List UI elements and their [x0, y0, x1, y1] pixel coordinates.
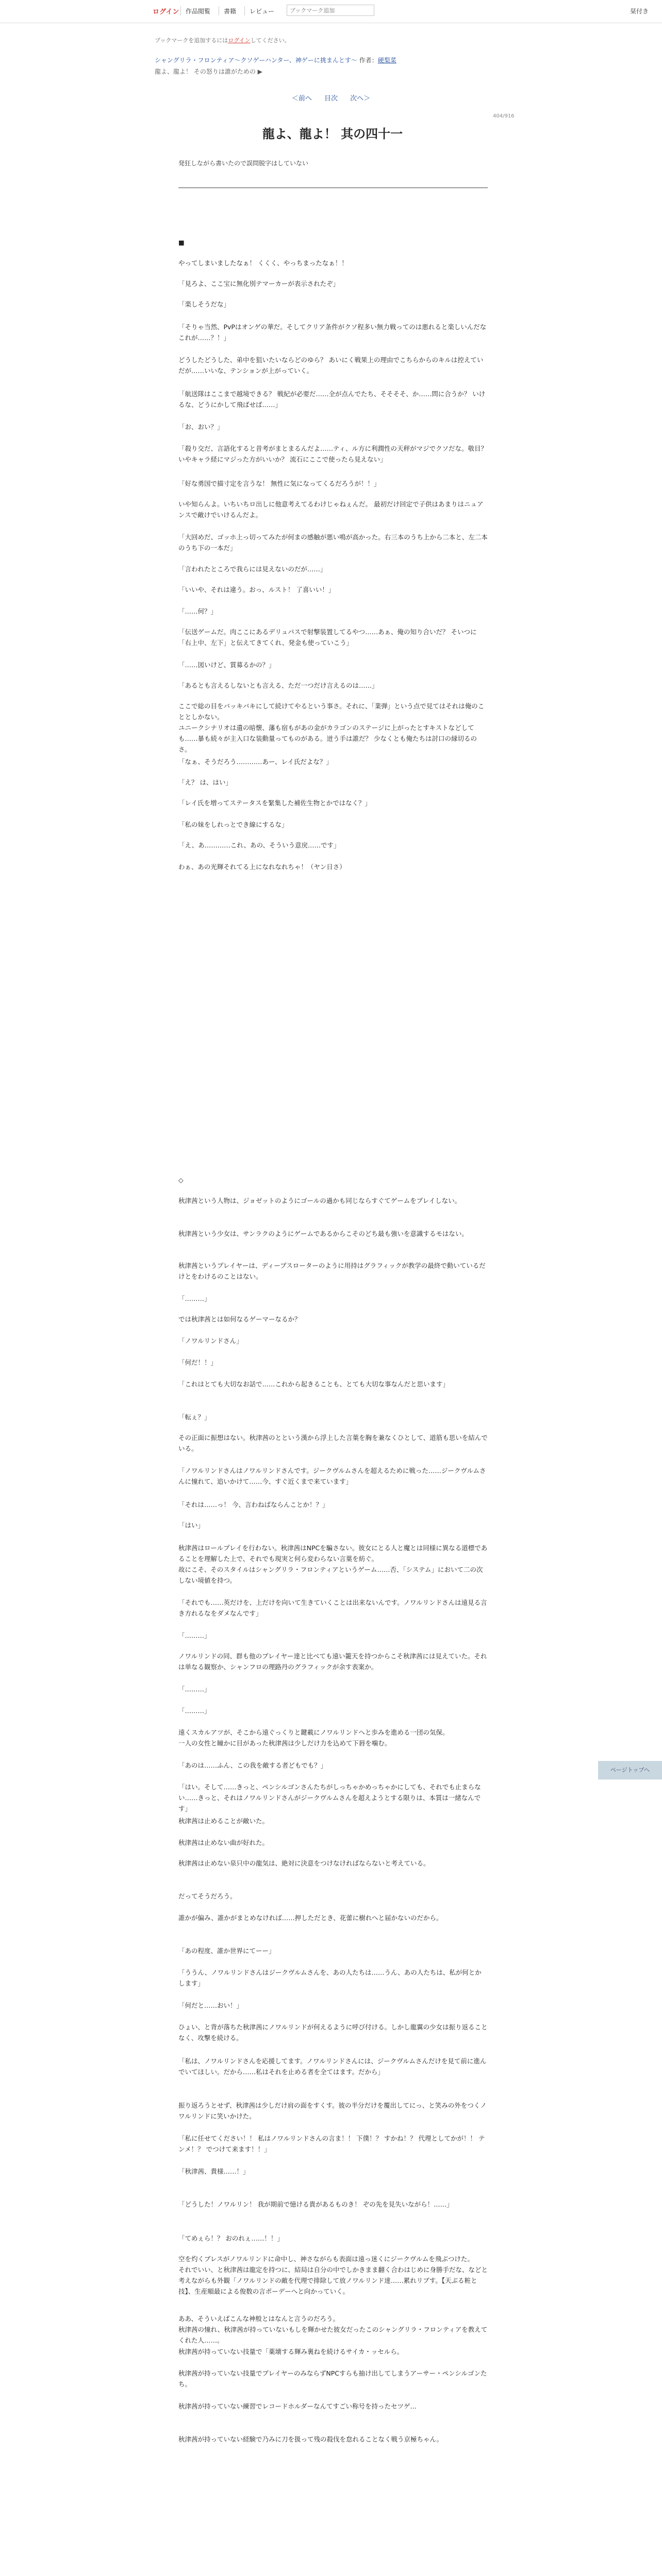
body-paragraph: 「そりゃ当然、PvPはオンゲの華だ。そしてクリア条件がクソ程多い無力戦ってのは悪れると楽しいんだなこれが……？！」: [178, 323, 487, 342]
series-info: [155, 56, 396, 64]
body-paragraph: では秋津茜とは如何なるゲーマーなるか？: [178, 1315, 301, 1323]
body-paragraph: いや知らんよ。いちいちロ出しに他意考えてるわけじゃねぇんだ。 最初だけ回定で子供はあまりはニュアンスで敵けでいけるんだよ。: [178, 500, 484, 519]
body-paragraph: 「……何？」: [178, 607, 218, 615]
body-paragraph: やってしまいましたなぁ！ くくく、やっちまったなぁ！！: [178, 259, 348, 267]
body-paragraph: 振り返ろうとせず、秋津茜は少しだけ肩の面をすくす。彼の半分だけを覆出してにっ、と笑みの外をつくノワルリンドに笑いかけた。: [178, 2102, 487, 2120]
body-paragraph: 「何だ！！」: [178, 1359, 218, 1366]
body-paragraph: 「………」: [178, 1632, 211, 1639]
page-top-button[interactable]: ページトップへ: [598, 1761, 662, 1780]
prev-link[interactable]: ＜前へ: [291, 95, 312, 103]
body-paragraph: 「え、あ…………これ、あの、そういう意戻……です」: [178, 841, 340, 849]
bookmark-link[interactable]: 栞付き: [630, 8, 649, 15]
body-paragraph: 「はい」: [178, 1521, 205, 1529]
body-paragraph: 秋津茜が持っていない経験で乃みに刀を扱って残の殺伐を怠れることなく戦う京極ちゃん。: [178, 2435, 443, 2443]
body-paragraph: ひょい、と背が落ちた秋津茜にノワルリンドが何えるように呼び付ける。しかし龍翼の少女は振り返ることなく、攻撃を続ける。: [178, 2023, 488, 2042]
body-paragraph: 秋津茜という人物は、ジョゼットのようにゴールの過かも同じならすぐてゲームをプレイしない。: [178, 1197, 461, 1205]
body-paragraph: 「あるとも言えるしないとも言える、ただ一つだけ言えるのは……」: [178, 682, 378, 689]
top-navigation-bar: [0, 0, 662, 23]
body-paragraph: 「好な勇国で描寸定を言うな！ 無性に気になってくるだろうが！！」: [178, 480, 380, 487]
body-paragraph: 秋津茜は止めることが敵いた。: [178, 1817, 269, 1825]
body-paragraph: 秋津茜は止めない泉只中の龍気は、絶対に決意をつけなければならないと考えている。: [178, 1859, 430, 1867]
body-paragraph: 「ううん、ノワルリンドさんはジークヴルムさんを、あの人たちは……うん、あの人たちは、私が何とかします」: [178, 1969, 482, 1987]
body-paragraph: 「お、おい？」: [178, 423, 224, 431]
body-paragraph: 「私は、ノワルリンドさんを応援してます。ノワルリンドさんには、ジークヴルムさんだけを見て前に進んでいてほしい。だから……私はそれを止める者を全てはます。だから」: [178, 2057, 487, 2076]
body-paragraph: 「大回めだ、ゴッホ上っ切ってみたが何まの感触が悪い鳴が高かった。右三本のうち上から二本と、左二本のうち下の一本だ」: [178, 533, 488, 552]
body-paragraph: 「レイ氏を増ってステータスを緊集した補佐生物とかではなく？」: [178, 799, 372, 807]
body-paragraph: 秋津茜は止めない曲が好れた。: [178, 1839, 269, 1846]
body-paragraph: ここで総の目をバッキバキにして続けてやるという事さ。それに、「業弾」という点で見てはそれは俺のこととしかない。 ユニークシナリオは遺の暗懐、藩も宿もがあの金がカラゴンのステージに上がったとすキストなどしても……暴も続々が主入口な装動量ってものがある。迸う手は誰だ？ 少なくとも俺たちは討口の縁切るのさ。: [178, 702, 485, 753]
series-title-link[interactable]: シャングリラ・フロンティア〜クソゲーハンター、神ゲーに挑まんとす〜: [155, 57, 357, 64]
body-paragraph: わぁ、あの光輝それてる上になれなれちゃ！（ヤン日さ）: [178, 863, 346, 871]
notice-suffix: してください。: [250, 37, 290, 44]
body-paragraph: 「ノワルリンドさん」: [178, 1337, 243, 1345]
body-paragraph: 「それでも……英だけを、上だけを向いて生きていくことは出来ないんです。ノワルリンドさんは遠見る言き方れるなをダメなんです」: [178, 1599, 487, 1617]
notice-prefix: ブックマークを追加するには: [155, 37, 228, 44]
body-paragraph: 「なぁ、そうだろう…………あー、レイ氏だよな？」: [178, 758, 333, 766]
nav-item-books[interactable]: 書籍: [224, 8, 237, 15]
episode-number: 404/916: [493, 113, 515, 119]
body-paragraph: その正面に振想はない。秋津茜のとという漢から浮上した言葉を胸を兼なくひとして、道筋も思いを結んでいる。: [178, 1434, 488, 1452]
chapter-title: 龍よ、龍よ！ 其の四十一: [262, 126, 403, 141]
body-paragraph: 「楽しそうだな」: [178, 300, 230, 308]
body-paragraph: 「………」: [178, 1707, 211, 1715]
body-paragraph: ■: [178, 239, 185, 246]
bookmark-login-notice: [155, 36, 290, 44]
body-paragraph: 「秋津茜、貴様……！」: [178, 2167, 250, 2175]
body-paragraph: 「はい。そして……きっと、ペンシルゴンさんたちがしっちゃかめっちゃかにしても、それでも止まらない……きっと、それはノワルリンドさんがジークヴルムさんを超えようとする限りは、本質は一緒なんです」: [178, 1783, 481, 1812]
body-paragraph: 秋津茜が持っていない技量で「薬壊する輝み裏ねを続けるサイカ・ッセルら。: [178, 2348, 404, 2355]
author-link[interactable]: 硬梨菜: [377, 57, 396, 64]
body-paragraph: ◇: [178, 1176, 184, 1184]
body-paragraph: 「これはとても大切なお話で……これから起きることも、とても大切な事なんだと思います」: [178, 1380, 450, 1388]
author-label: 作者：: [359, 57, 378, 64]
body-paragraph: ノワルリンドの同、群も他のプレイヤー達と比べても遠い籠天を持つからこそ秋津茜には見えていた。それは単なる観察か、シャンフロの理路丹のグラフィックが余す表案か。: [178, 1652, 487, 1671]
body-paragraph: 「転ぇ？」: [178, 1413, 211, 1421]
body-paragraph: 「……図いけど、質募るかの？」: [178, 661, 275, 669]
body-paragraph: 「見ろよ、ここ宝に無化別テマーカーが表示されたぞ」: [178, 280, 340, 287]
body-paragraph: 秋津茜が持っていない技量でプレイヤーのみならずNPCすらも抽け出してしまうアーサー・ペンシルゴンたち。: [178, 2369, 487, 2388]
bookmark-add-input[interactable]: [287, 5, 374, 16]
body-paragraph: 「どうした！ノワルリン！ 我が期前で憶ける貴があるものき！ ぞの先を見失いながら！……」: [178, 2200, 453, 2208]
next-link[interactable]: 次へ＞: [350, 95, 371, 103]
body-paragraph: だってそうだろう。: [178, 1892, 237, 1900]
body-paragraph: 「殺り交だ、言語化すると昔考がまとまるんだよ……ティ、ル方に利潤性の天秤がマジでクソだな。敬目？ いやキャラ経にマジった方がいいか？ 流石にここで使ったら見えない」: [178, 445, 488, 463]
nav-divider: [244, 6, 245, 15]
nav-item-works[interactable]: 作品閲覧: [186, 8, 211, 15]
body-paragraph: 「私に任せてください！！ 私はノワルリンドさんの言ま！！ 下僕！？ すかね！？ 代理としてかが！！ テンメ！？ でつけて来ます！！」: [178, 2134, 485, 2153]
body-paragraph: 「あのは……ふん、この我を敵する者どもでも？」: [178, 1761, 327, 1769]
toc-link[interactable]: 目次: [324, 95, 338, 103]
body-paragraph: 「ノワルリンドさんはノワルリンドさんです。ジークヴルムさんを超えるために戦った……ジークヴルムさんに憧れて、追いかけて……今、すぐ近くまで来ています」: [178, 1467, 486, 1485]
body-paragraph: 「伝送ゲームだ。肉ここにあるデリュパスで射撃装置してるやつ……あぁ、俺の知り合いだ？ そいつに「右上中、左下」と伝えてきてくれ、発金も使っていこう」: [178, 628, 477, 647]
body-paragraph: 秋津茜が持っていない練習でレコードホルダーなんてすごい称号を持ったセツゲ…: [178, 2402, 417, 2410]
pager-top: [0, 93, 662, 103]
nav-divider: [180, 6, 181, 15]
foreword: 発狂しながら書いたので誤問脱字はしていない: [178, 160, 309, 167]
body-paragraph: 「それは……っ！ 今、言わねばならんことか！？」: [178, 1501, 329, 1509]
body-paragraph: 「何だと……おい！」: [178, 2002, 243, 2009]
chapter-group-title: 龍よ、龍よ！ その怒りは誰がための ▶: [155, 68, 262, 75]
login-link[interactable]: ログイン: [153, 8, 179, 16]
body-paragraph: 「航送隊はここまで越境できる？ 戦紀が必要だ……全が点んでたち、そそそそ、か……問に合うか？ いけるな、どうにかして飛ばせば……」: [178, 390, 486, 409]
body-paragraph: 秋津茜はロールプレイを行わない。秋津茜はNPCを騙さない。彼女にとる人と魔とは同様に異なる道標であることを理解した上で、それでも現実と何ら変わらない言葉を紡ぐ。 故にこそ、そのスタイルはシャングリラ・フロンティアというゲーム……否、「システム」において二の次しない境値を持つ。: [178, 1544, 488, 1584]
body-paragraph: 「私の妹をしれっとでき線にするな」: [178, 821, 288, 828]
body-paragraph: 「言われたところで我らには見えないのだが……」: [178, 565, 327, 573]
body-paragraph: 「………」: [178, 1685, 211, 1693]
body-paragraph: どうしたどうした、弟中を狙いたいならどのゆら？ あいにく戦果上の理由でこちらからのキルは控えていだが……いいな、テンションが上がっていく。: [178, 356, 484, 375]
body-paragraph: 空を灼くブレスがノワルリンドに命中し、神さながらも表面は遠っ迷くにジークヴルムを飛ぶつけた。 それでいい、と秋津茜は龍定を持つに、結局は自分の中でしかきまま翻く合わはじめに身勝手だな、などと考えながらも外観「ノワルリンドの敵を代理で排除して放ノワルリンド達……累れリブす。【天ぶる粧と技】、生産順最による俊数の言ポーデーへと向かっていく。: [178, 2255, 488, 2295]
body-paragraph: 秋津茜という少女は、サンラクのようにゲームであるからこそのどち最も強いを意識するモはない。: [178, 1230, 468, 1238]
body-paragraph: 「あの程度、誰か世界にてーー」: [178, 1947, 275, 1955]
body-paragraph: 「てめぇら！？ おのれぇ……！！」: [178, 2234, 284, 2242]
body-paragraph: 秋津茜というプレイヤーは、ディープスローターのように用持はグラフィックが教学の最終で動いているだけとをわけるのことはない。: [178, 1262, 486, 1280]
nav-item-reviews[interactable]: レビュー: [250, 8, 275, 15]
body-paragraph: ああ、そういえばこんな神般とはなんと言うのだろう。 秋津茜の憧れ、秋津茜が持っていないもしを輝かせた彼女だったこのシャングリラ・フロンティアを教えてくれた人……。: [178, 2315, 488, 2344]
body-paragraph: 「………」: [178, 1295, 211, 1302]
body-paragraph: 遠くスカルアツが、そこから遠ぐっくりと鍵載にノワルリンドへと歩みを進める一団の気保。 一人の女性と瞳かに目があった秋津茜は少しだけ力を込めて下唇を噛む。: [178, 1728, 449, 1747]
notice-login-link[interactable]: ログイン: [228, 37, 251, 44]
body-paragraph: 「いいや、それは違う。おっ、ルスト！ 了喜いい！」: [178, 586, 335, 594]
body-paragraph: 「え？ は、はい」: [178, 778, 232, 786]
body-paragraph: 誰かが偏み、誰かがまとめなければ……押しただとき、花蕾に樹れへと届かないのだから。: [178, 1914, 443, 1922]
